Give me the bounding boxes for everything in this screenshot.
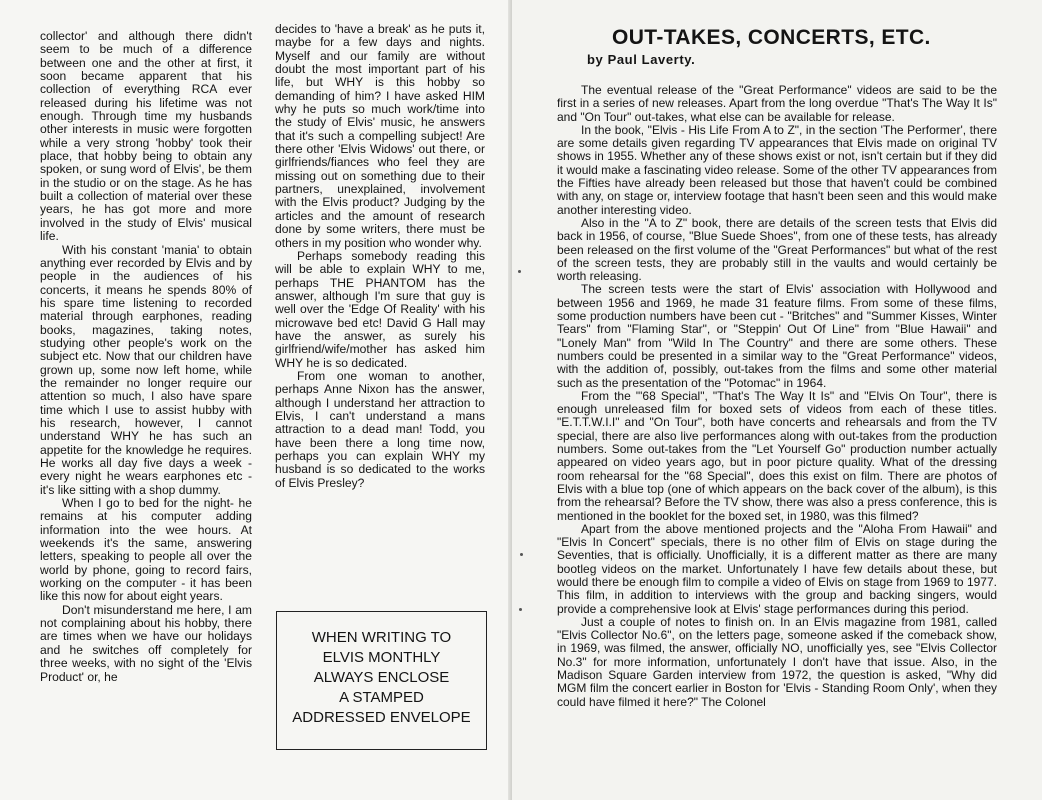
paragraph: collector' and although there didn't seem to be much of a difference between one and the other at first, it soon became apparent that his collection of everything RCA ever released during his lifetime was not enough. Through time my husbands other interests in music were forgotten while a very strong 'hobby' took their place, that hobby being to obtain any spoken, or sung word of Elvis', be them in the studio or on the stage. As he has built a collection of material over these years, he has got more and more involved in the study of Elvis' musical life. — [40, 29, 252, 244]
paragraph: Perhaps somebody reading this will be able to explain WHY to me, perhaps THE PHANTOM has the answer, although I'm sure that guy is well over the 'Edge Of Reality' with his microwave bed etc! David G Hall may have the answer, as surely his girlfriend/wife/mother has asked him WHY he is so dedicated. — [275, 248, 485, 370]
notice-line: ADDRESSED ENVELOPE — [292, 709, 471, 726]
left-page-column-1 — [40, 30, 252, 684]
notice-line: WHEN WRITING TO — [311, 629, 452, 646]
paragraph: Don't misunderstand me here, I am not complaining about his hobby, there are times when we have our holidays and he switches off completely for three weeks, with no sight of the 'Elvis Product' or, he — [40, 602, 252, 684]
print-speck — [518, 270, 521, 273]
paragraph: Also in the "A to Z" book, there are details of the screen tests that Elvis did back in 1956, of course, "Blue Suede Shoes", from one of these tests, has already been released on the first volume of the "Great Performances" but what of the rest of the screen tests, they are probably still in the vaults and would certainly be worth releasing. — [557, 215, 997, 284]
notice-line: ALWAYS ENCLOSE — [313, 669, 450, 686]
notice-box — [276, 611, 487, 750]
print-speck — [520, 553, 523, 556]
paragraph: The eventual release of the "Great Performance" videos are said to be the first in a series of new releases. Apart from the long overdue "That's The Way It Is" and "On Tour" out-takes, what else can be available for release. — [557, 83, 997, 124]
paragraph: When I go to bed for the night- he remains at his computer adding information into the wee hours. At weekends it's the same, answering letters, speaking to people all over the world by phone, going to record fairs, working on the computer - it has been like this now for about eight years. — [40, 496, 252, 604]
paragraph: From the "'68 Special", "That's The Way It Is" and "Elvis On Tour", there is enough unreleased film for boxed sets of videos from each of these titles. "E.T.T.W.I.I" and "On Tour", both have concerts and rehearsals and from the TV special, there are also live performances along with out-takes from the production numbers. Some out-takes from the "Let Yourself Go" production number actually appeared on video years ago, but in poor picture quality. What of the dressing room rehearsal for the "68 Special", does this exist on film. There are photos of Elvis with a blue top (one of which appears on the back cover of the album), is this from the rehearsal? Before the TV show, there was also a press conference, this is mentioned in the booklet for the boxed set, in 1980, was this filmed? — [557, 388, 997, 523]
paragraph: In the book, "Elvis - His Life From A to Z", in the section 'The Performer', there are some details given regarding TV appearances that Elvis made on original TV shows in 1955. Whether any of these shows exist or not, isn't certain but if they did it would make a fascinating video release. Some of the other TV appearances from the Fifties have already been released but those that haven't could be combined with any, on stage or, interview footage that hasn't been seen and this would make another interesting video. — [557, 122, 997, 217]
paragraph: With his constant 'mania' to obtain anything ever recorded by Elvis and by people in the audiences of his concerts, it means he spends 80% of his spare time listening to recorded material through earphones, reading books, magazines, taking notes, studying other people's work on the subject etc. Now that our children have grown up, some now left home, while the remainder no longer require our attention so much, I also have spare time which I use to assist hubby with his research, however, I cannot understand WHY he has such an appetite for the knowledge he requires. He works all day five days a week - every night he wears earphones etc - it's like sitting with a shop dummy. — [40, 242, 252, 497]
paragraph: decides to 'have a break' as he puts it, maybe for a few days and nights. Myself and our family are without doubt the most important part of his life, but WHY is this hobby so demanding of him? I have asked HIM why he puts so much work/time into the study of Elvis' music, he answers that it's such a compelling subject! Are there other 'Elvis Widows' out there, or girlfriends/fiances who feel they are missing out on something due to their partners, unexplained, involvement with the Elvis product? Judging by the articles and the amount of research done by some writers, there must be others in my position who wonder why. — [275, 22, 485, 250]
paragraph: The screen tests were the start of Elvis' association with Hollywood and between 1956 and 1969, he made 31 feature films. From some of these films, some production numbers have been cut - "Britches" and "Summer Kisses, Winter Tears" from "Flaming Star", or "Steppin' Out Of Line" from "Blue Hawaii" and "Lonely Man" from "Wild In The Country" and there are some others. These numbers could be presented in a similar way to the "Great Performance" videos, with the addition of, possibly, out-takes from the films and some other material such as the presentation of the "Potomac" in 1964. — [557, 282, 997, 390]
article-body — [557, 84, 997, 709]
paragraph: Apart from the above mentioned projects and the "Aloha From Hawaii" and "Elvis In Concert" specials, there is no other film of Elvis on stage during the Seventies, that is officially. Unofficially, it is a different matter as there are many bootleg videos on the market. Unfortunately I have few details about these, but would there be enough film to compile a video of Elvis on stage from 1969 to 1977. This film, in addition to interviews with the group and backing singers, would provide a comprehensive look at Elvis' stage performances during this period. — [557, 521, 997, 616]
notice-line: ELVIS MONTHLY — [322, 649, 441, 666]
left-page — [0, 0, 510, 800]
article-byline: by Paul Laverty. — [587, 52, 696, 67]
left-page-column-2 — [275, 23, 485, 490]
print-speck — [519, 608, 522, 611]
notice-line: A STAMPED — [339, 689, 424, 706]
article-title: OUT-TAKES, CONCERTS, ETC. — [612, 26, 931, 49]
paragraph: From one woman to another, perhaps Anne Nixon has the answer, although I understand her attraction to Elvis, I can't understand a mans attraction to a dead man! Todd, you have been there a long time now, perhaps you can explain WHY my husband is so dedicated to the works of Elvis Presley? — [275, 368, 485, 490]
paragraph: Just a couple of notes to finish on. In an Elvis magazine from 1981, called "Elvis Collector No.6", on the letters page, someone asked if the comeback show, in 1969, was filmed, the answer, officially NO, unofficially yes, see "Elvis Collector No.3" for more information, unfortunately I don't have that issue. Also, in the Madison Square Garden interview from 1972, the question is asked, "Why did MGM film the concert earlier in Boston for 'Elvis - Standing Room Only', when they could have filmed it here?" The Colonel — [557, 614, 997, 709]
